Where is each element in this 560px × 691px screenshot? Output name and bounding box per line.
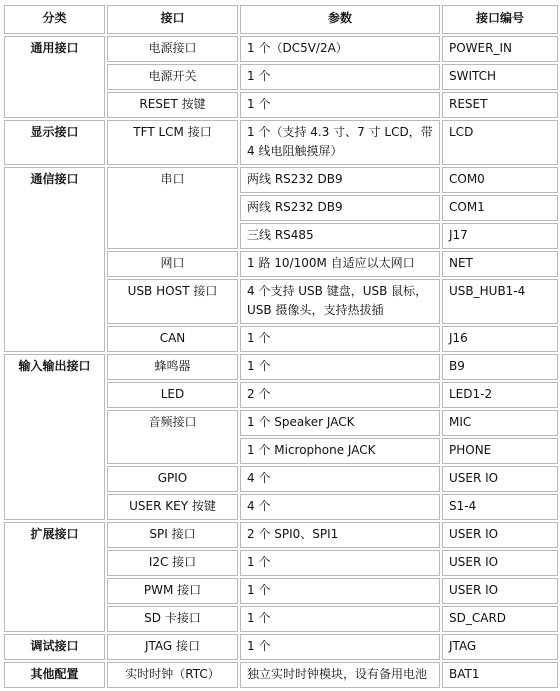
interface-cell: 电源开关 — [107, 64, 238, 90]
header-category: 分类 — [4, 5, 105, 34]
parameter-cell: 4 个支持 USB 键盘，USB 鼠标，USB 摄像头，支持热拔插 — [240, 279, 440, 324]
interface-code-cell: USB_HUB1-4 — [442, 279, 558, 324]
interface-cell: TFT LCM 接口 — [107, 120, 238, 165]
interface-cell: USB HOST 接口 — [107, 279, 238, 324]
header-interface: 接口 — [107, 5, 238, 34]
category-general: 通用接口 — [4, 36, 105, 118]
parameter-cell: 1 路 10/100M 自适应以太网口 — [240, 251, 440, 277]
interface-cell: LED — [107, 382, 238, 408]
category-expansion: 扩展接口 — [4, 522, 105, 632]
header-interface-code: 接口编号 — [442, 5, 558, 34]
parameter-cell: 1 个（DC5V/2A） — [240, 36, 440, 62]
interface-cell: SPI 接口 — [107, 522, 238, 548]
parameter-cell: 1 个 — [240, 550, 440, 576]
interface-cell: JTAG 接口 — [107, 634, 238, 660]
interface-code-cell: LED1-2 — [442, 382, 558, 408]
parameter-cell: 1 个 — [240, 606, 440, 632]
interface-code-cell: USER IO — [442, 522, 558, 548]
interface-cell: GPIO — [107, 466, 238, 492]
spec-table-container — [2, 3, 560, 690]
interface-code-cell: USER IO — [442, 578, 558, 604]
parameter-cell: 2 个 SPI0、SPI1 — [240, 522, 440, 548]
interface-cell: CAN — [107, 326, 238, 352]
parameter-cell: 1 个 — [240, 634, 440, 660]
interface-code-cell: RESET — [442, 92, 558, 118]
category-other: 其他配置 — [4, 662, 105, 688]
category-display: 显示接口 — [4, 120, 105, 165]
table-row — [4, 167, 558, 193]
parameter-cell: 1 个 — [240, 92, 440, 118]
interface-code-cell: BAT1 — [442, 662, 558, 688]
parameter-cell: 1 个 Microphone JACK — [240, 438, 440, 464]
interface-cell: 网口 — [107, 251, 238, 277]
interface-code-cell: J17 — [442, 223, 558, 249]
interface-code-cell: B9 — [442, 354, 558, 380]
parameter-cell: 1 个 — [240, 354, 440, 380]
category-debug: 调试接口 — [4, 634, 105, 660]
interface-cell: PWM 接口 — [107, 578, 238, 604]
table-row — [4, 120, 558, 165]
parameter-cell: 2 个 — [240, 382, 440, 408]
interface-code-cell: USER IO — [442, 466, 558, 492]
parameter-cell: 4 个 — [240, 466, 440, 492]
parameter-cell: 三线 RS485 — [240, 223, 440, 249]
interface-spec-table — [2, 3, 560, 690]
interface-cell: 实时时钟（RTC） — [107, 662, 238, 688]
interface-cell: 电源接口 — [107, 36, 238, 62]
header-parameter: 参数 — [240, 5, 440, 34]
interface-code-cell: PHONE — [442, 438, 558, 464]
parameter-cell: 两线 RS232 DB9 — [240, 167, 440, 193]
interface-cell: SD 卡接口 — [107, 606, 238, 632]
table-row — [4, 522, 558, 548]
parameter-cell: 1 个 — [240, 578, 440, 604]
interface-cell: RESET 按键 — [107, 92, 238, 118]
interface-cell: 蜂鸣器 — [107, 354, 238, 380]
interface-code-cell: USER IO — [442, 550, 558, 576]
interface-code-cell: POWER_IN — [442, 36, 558, 62]
interface-cell: 音频接口 — [107, 410, 238, 464]
category-io: 输入输出接口 — [4, 354, 105, 520]
interface-code-cell: LCD — [442, 120, 558, 165]
parameter-cell: 1 个 — [240, 64, 440, 90]
parameter-cell: 1 个 — [240, 326, 440, 352]
parameter-cell: 两线 RS232 DB9 — [240, 195, 440, 221]
table-row — [4, 634, 558, 660]
interface-code-cell: SWITCH — [442, 64, 558, 90]
interface-cell: 串口 — [107, 167, 238, 249]
interface-code-cell: COM0 — [442, 167, 558, 193]
interface-code-cell: S1-4 — [442, 494, 558, 520]
interface-code-cell: NET — [442, 251, 558, 277]
table-row — [4, 36, 558, 62]
parameter-cell: 1 个（支持 4.3 寸、7 寸 LCD，带 4 线电阻触摸屏） — [240, 120, 440, 165]
interface-code-cell: SD_CARD — [442, 606, 558, 632]
interface-cell: I2C 接口 — [107, 550, 238, 576]
table-row — [4, 662, 558, 688]
interface-code-cell: JTAG — [442, 634, 558, 660]
interface-code-cell: COM1 — [442, 195, 558, 221]
table-row — [4, 354, 558, 380]
interface-cell: USER KEY 按键 — [107, 494, 238, 520]
parameter-cell: 4 个 — [240, 494, 440, 520]
parameter-cell: 1 个 Speaker JACK — [240, 410, 440, 436]
interface-code-cell: J16 — [442, 326, 558, 352]
category-communication: 通信接口 — [4, 167, 105, 352]
interface-code-cell: MIC — [442, 410, 558, 436]
parameter-cell: 独立实时时钟模块，设有备用电池 — [240, 662, 440, 688]
